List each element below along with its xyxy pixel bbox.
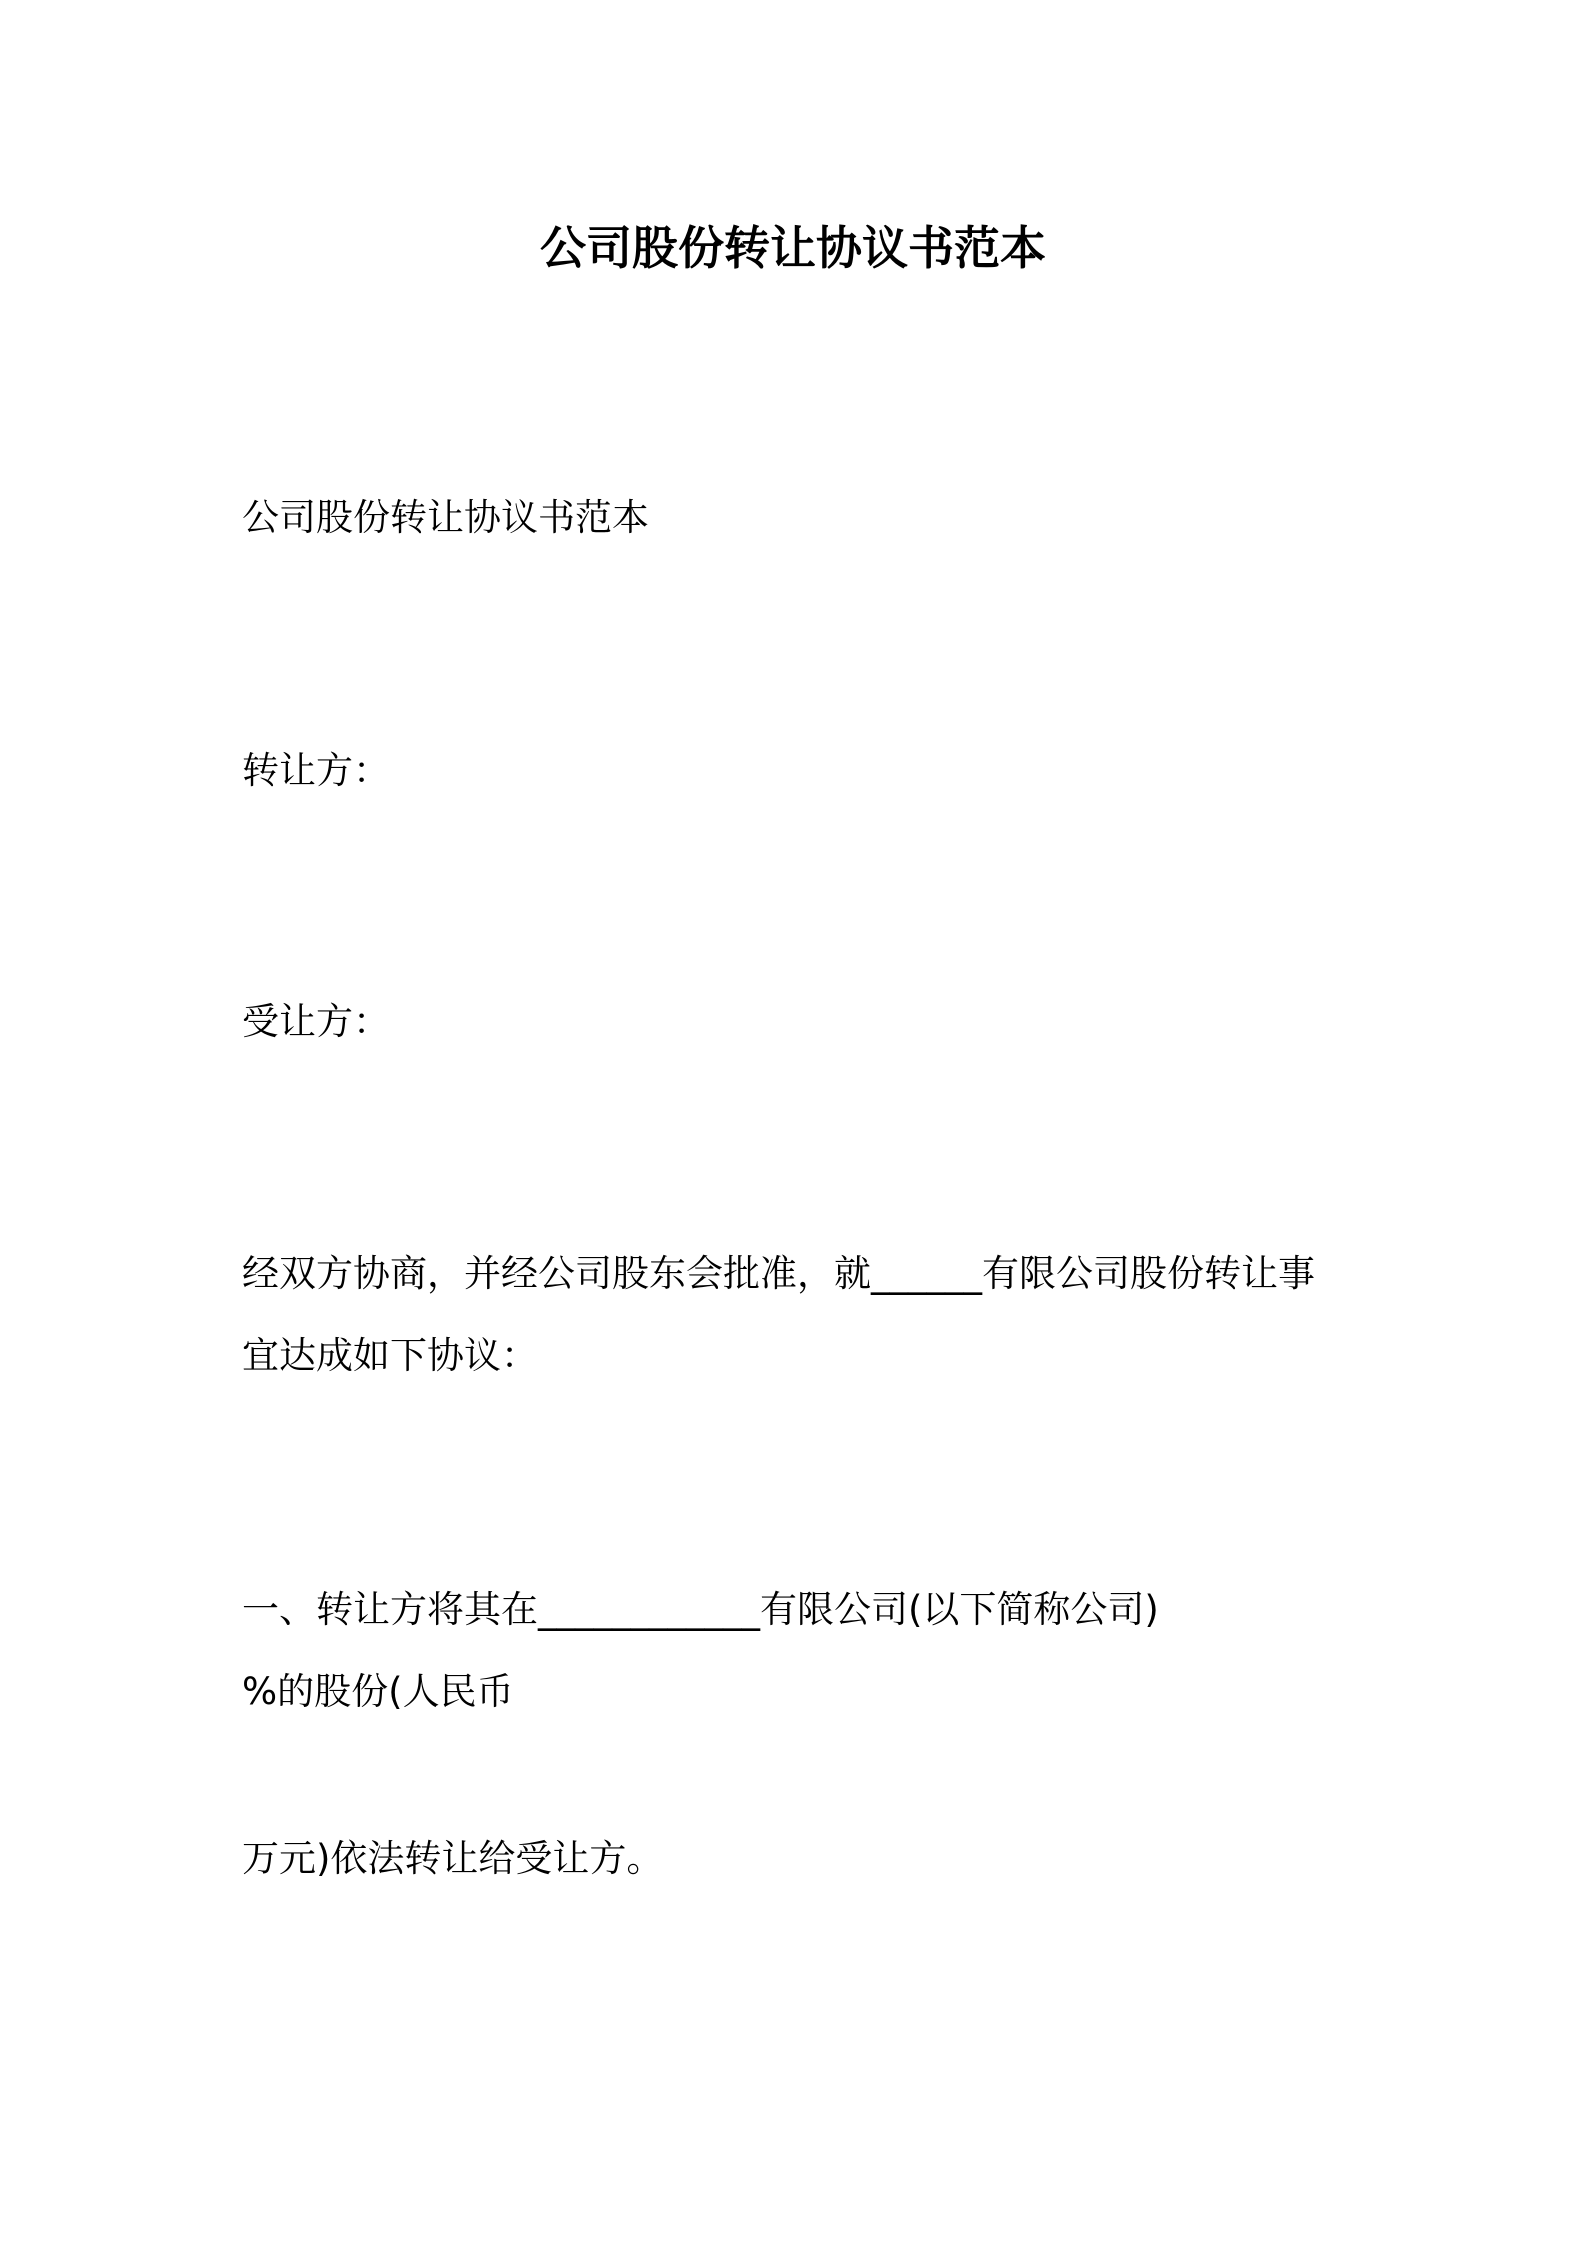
transferee-label: 受让方： [242,1000,390,1043]
transferor-label: 转让方： [242,749,390,792]
clause-1-line-3: 万元)依法转让给受让方。 [242,1837,664,1880]
intro-paragraph-line-2: 宜达成如下协议： [242,1334,538,1377]
document-subtitle: 公司股份转让协议书范本 [242,496,649,539]
clause-1-line-1: 一、转让方将其在____________有限公司(以下简称公司) [242,1588,1159,1631]
document-title: 公司股份转让协议书范本 [540,221,1046,275]
intro-paragraph-line-1: 经双方协商，并经公司股东会批准，就______有限公司股份转让事 [242,1252,1315,1295]
clause-1-line-2: %的股份(人民币 [242,1670,514,1713]
